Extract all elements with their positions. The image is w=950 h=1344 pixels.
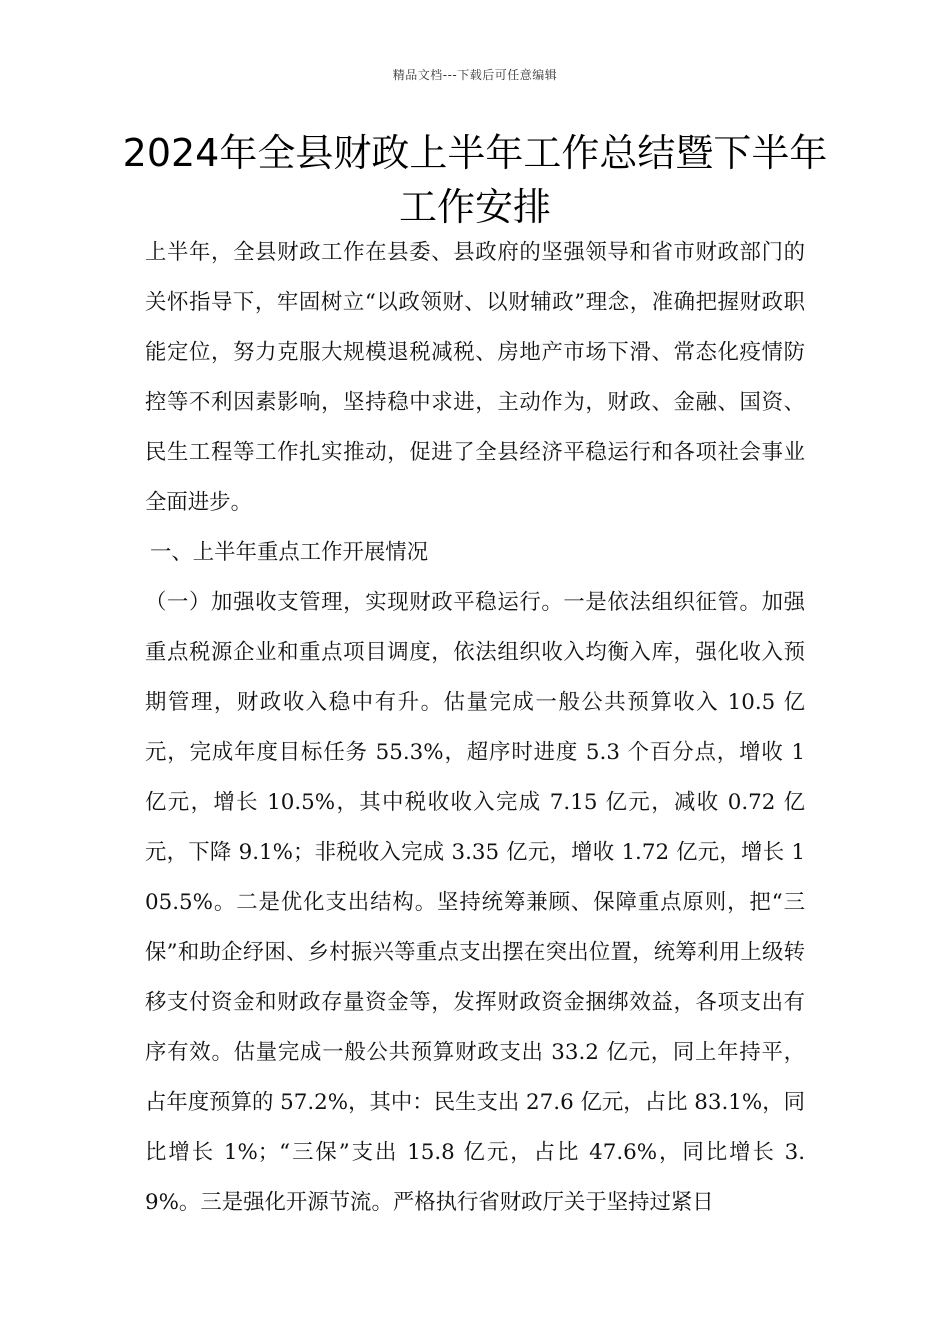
intro-paragraph: 上半年，全县财政工作在县委、县政府的坚强领导和省市财政部门的关怀指导下，牢固树立“以政领财、以财辅政”理念，准确把握财政职能定位，努力克服大规模退税减税、房地产市场下滑、常态化疫情防控等不利因素影响，坚持稳中求进，主动作为，财政、金融、国资、民生工程等工作扎实推动，促进了全县经济平稳运行和各项社会事业全面进步。 <box>145 240 805 515</box>
section-heading: 一、上半年重点工作开展情况 <box>150 540 429 565</box>
section-one-paragraph: （一）加强收支管理，实现财政平稳运行。一是依法组织征管。加强重点税源企业和重点项目调度，依法组织收入均衡入库，强化收入预期管理，财政收入稳中有升。估量完成一般公共预算收入 10.5 亿元，完成年度目标任务 55.3%，超序时进度 5.3 个百分点，增收 1 亿元，增长 10.5%，其中税收收入完成 7.15 亿元，减收 0.72 亿元，下降 9.1%；非税收入完成 3.35 亿元，增收 1.72 亿元，增长 105.5%。二是优化支出结构。坚持统筹兼顾、保障重点原则，把“三保”和助企纾困、乡村振兴等重点支出摆在突出位置，统筹利用上级转移支付资金和财政存量资金等，发挥财政资金捆绑效益，各项支出有序有效。估量完成一般公共预算财政支出 33.2 亿元，同上年持平，占年度预算的 57.2%，其中：民生支出 27.6 亿元，占比 83.1%，同比增长 1%；“三保”支出 15.8 亿元，占比 47.6%，同比增长 3.9%。三是强化开源节流。严格执行省财政厅关于坚持过紧日 <box>145 590 805 1215</box>
document-title: 2024年全县财政上半年工作总结暨下半年工作安排 <box>122 131 828 229</box>
page-header-note: 精品文档---下载后可任意编辑 <box>392 68 558 82</box>
